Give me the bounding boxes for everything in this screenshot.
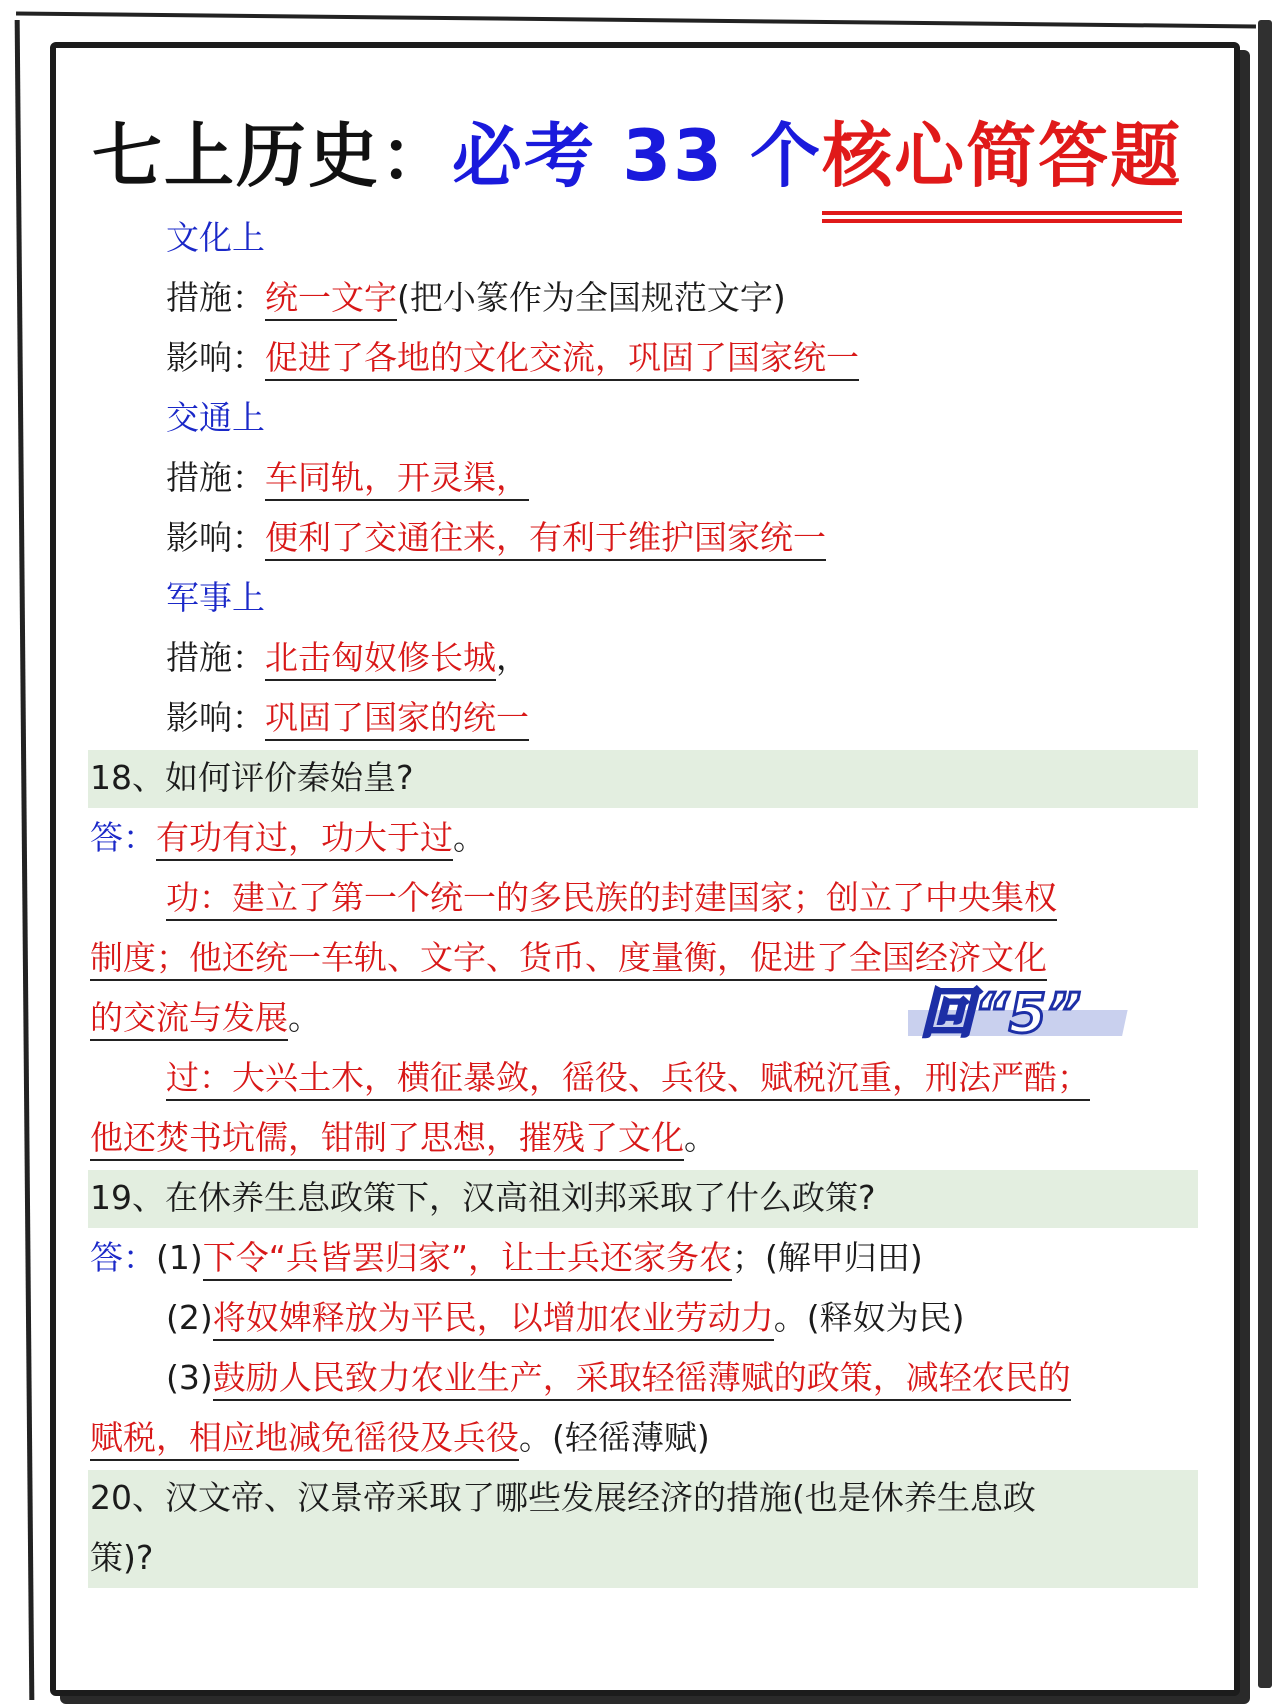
heading-culture: 文化上 — [166, 218, 265, 257]
fault-text: 他还焚书坑儒，钳制了思想，摧残了文化 — [90, 1118, 684, 1161]
transport-impact — [166, 518, 826, 558]
transport-measure — [166, 458, 529, 498]
answer-18-fault-2 — [90, 1118, 717, 1158]
measure-label: 措施： — [166, 458, 265, 497]
item-number: (3) — [166, 1358, 213, 1397]
military-measure-tail: ， — [496, 638, 529, 677]
heading-military: 军事上 — [166, 578, 265, 617]
transport-impact-answer: 便利了交通往来，有利于维护国家统一 — [265, 518, 826, 561]
transport-measure-answer: 车同轨，开灵渠， — [265, 458, 529, 501]
impact-label: 影响： — [166, 518, 265, 557]
stamp-badge — [908, 980, 1138, 1044]
culture-measure-note: (把小篆作为全国规范文字) — [397, 278, 786, 317]
answer-18-merit-1 — [166, 878, 1057, 918]
question-18: 18、如何评价秦始皇? — [90, 758, 414, 797]
impact-label: 影响： — [166, 338, 265, 377]
culture-impact-answer: 促进了各地的文化交流，巩固了国家统一 — [265, 338, 859, 381]
answer-label: 答： — [90, 818, 156, 857]
answer-18-summary: 有功有过，功大于过 — [156, 818, 453, 861]
military-measure — [166, 638, 529, 678]
military-impact-answer: 巩固了国家的统一 — [265, 698, 529, 741]
fault-end: 。 — [684, 1118, 717, 1157]
question-19: 19、在休养生息政策下，汉高祖刘邦采取了什么政策? — [90, 1178, 876, 1217]
merit-text: 功：建立了第一个统一的多民族的封建国家；创立了中央集权 — [166, 878, 1057, 921]
question-20-line-2: 策)? — [90, 1538, 154, 1577]
stamp-text: 回“5” — [920, 982, 1082, 1044]
military-measure-answer: 北击匈奴修长城 — [265, 638, 496, 681]
item-tail: ；(解甲归田) — [731, 1238, 923, 1277]
heading-transport: 交通上 — [166, 398, 265, 437]
item-answer: 下令“兵皆罢归家”，让士兵还家务农 — [203, 1238, 732, 1281]
item-tail: 。(释奴为民) — [773, 1298, 965, 1337]
culture-impact — [166, 338, 859, 378]
fault-text: 过：大兴土木，横征暴敛，徭役、兵役、赋税沉重，刑法严酷； — [166, 1058, 1090, 1101]
culture-measure — [166, 278, 786, 318]
merit-text: 的交流与发展 — [90, 998, 288, 1041]
merit-end: 。 — [288, 998, 321, 1037]
question-20-line-1: 20、汉文帝、汉景帝采取了哪些发展经济的措施(也是休养生息政 — [90, 1478, 1036, 1517]
item-answer: 鼓励人民致力农业生产，采取轻徭薄赋的政策，减轻农民的 — [213, 1358, 1071, 1401]
measure-label: 措施： — [166, 278, 265, 317]
answer-19-item-2 — [166, 1298, 965, 1338]
title-part-subject: 七上历史： — [92, 115, 452, 197]
item-answer: 将奴婢释放为平民，以增加农业劳动力 — [213, 1298, 774, 1341]
answer-label: 答： — [90, 1238, 156, 1277]
item-number: (2) — [166, 1298, 213, 1337]
answer-18-end: 。 — [453, 818, 486, 857]
answer-19-item-3 — [166, 1358, 1071, 1398]
title-part-topic: 核心简答题 — [822, 100, 1182, 201]
merit-text: 制度；他还统一车轨、文字、货币、度量衡，促进了全国经济文化 — [90, 938, 1047, 981]
answer-19-item-3-cont — [90, 1418, 710, 1458]
page-title — [92, 100, 1183, 197]
item-answer: 赋税，相应地减免徭役及兵役 — [90, 1418, 519, 1461]
answer-18-merit-3 — [90, 998, 321, 1038]
answer-19-item-1 — [90, 1238, 923, 1278]
impact-label: 影响： — [166, 698, 265, 737]
item-number: (1) — [156, 1238, 203, 1277]
measure-label: 措施： — [166, 638, 265, 677]
answer-18-merit-2 — [90, 938, 1047, 978]
answer-18-fault-1 — [166, 1058, 1090, 1098]
answer-18 — [90, 818, 486, 858]
military-impact — [166, 698, 529, 738]
culture-measure-answer: 统一文字 — [265, 278, 397, 321]
title-part-count: 必考 33 个 — [452, 115, 823, 197]
item-tail: 。(轻徭薄赋) — [519, 1418, 710, 1457]
